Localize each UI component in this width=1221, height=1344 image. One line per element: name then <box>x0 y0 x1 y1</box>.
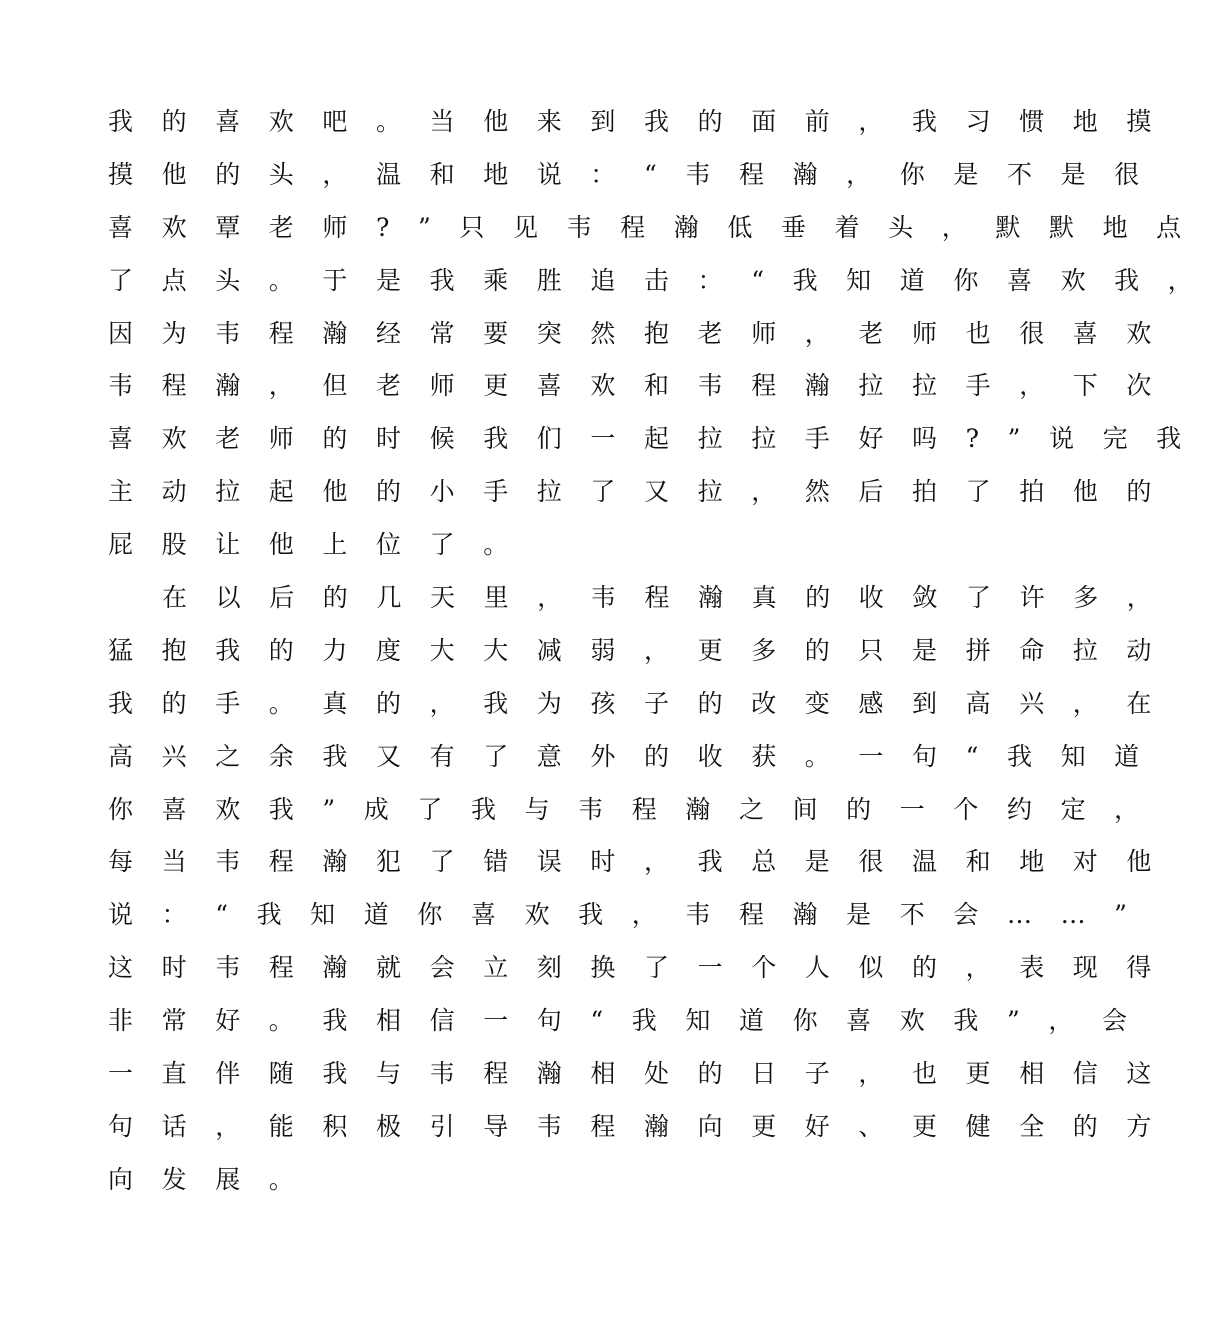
text-line: 韦程瀚，但老师更喜欢和韦程瀚拉拉手，下次 <box>108 371 1181 401</box>
text-line: 主动拉起他的小手拉了又拉，然后拍了拍他的 <box>108 477 1181 507</box>
paragraph-start-line: 在以后的几天里，韦程瀚真的收敛了许多， <box>162 583 1181 613</box>
text-line: 非常好。我相信一句“我知道你喜欢我”，会 <box>108 1006 1156 1036</box>
text-line: 猛抱我的力度大大减弱，更多的只是拼命拉动 <box>108 635 1181 665</box>
text-line: 说：“我知道你喜欢我，韦程瀚是不会……” <box>108 900 1156 930</box>
text-line: 一直伴随我与韦程瀚相处的日子，也更相信这 <box>108 1059 1181 1089</box>
text-line: 每当韦程瀚犯了错误时，我总是很温和地对他 <box>108 847 1181 877</box>
text-line: 了点头。于是我乘胜追击：“我知道你喜欢我， <box>108 265 1221 295</box>
text-line: 你喜欢我”成了我与韦程瀚之间的一个约定， <box>108 794 1168 824</box>
text-line: 向发展。 <box>108 1164 323 1194</box>
text-line: 我的喜欢吧。当他来到我的面前，我习惯地摸 <box>108 107 1181 136</box>
text-line: 屁股让他上位了。 <box>108 530 537 560</box>
text-line: 这时韦程瀚就会立刻换了一个人似的，表现得 <box>108 953 1181 983</box>
text-line: 句话，能积极引导韦程瀚向更好、更健全的方 <box>108 1111 1181 1141</box>
body-text <box>108 96 1221 1207</box>
text-line: 因为韦程瀚经常要突然抱老师，老师也很喜欢 <box>108 318 1181 348</box>
text-line: 喜欢老师的时候我们一起拉拉手好吗?”说完我 <box>108 424 1210 454</box>
text-line: 喜欢覃老师?”只见韦程瀚低垂着头，默默地点 <box>108 212 1210 242</box>
text-line: 摸他的头，温和地说：“韦程瀚，你是不是很 <box>108 159 1168 189</box>
text-line: 我的手。真的，我为孩子的改变感到高兴，在 <box>108 688 1181 718</box>
text-line: 高兴之余我又有了意外的收获。一句“我知道 <box>108 741 1168 771</box>
